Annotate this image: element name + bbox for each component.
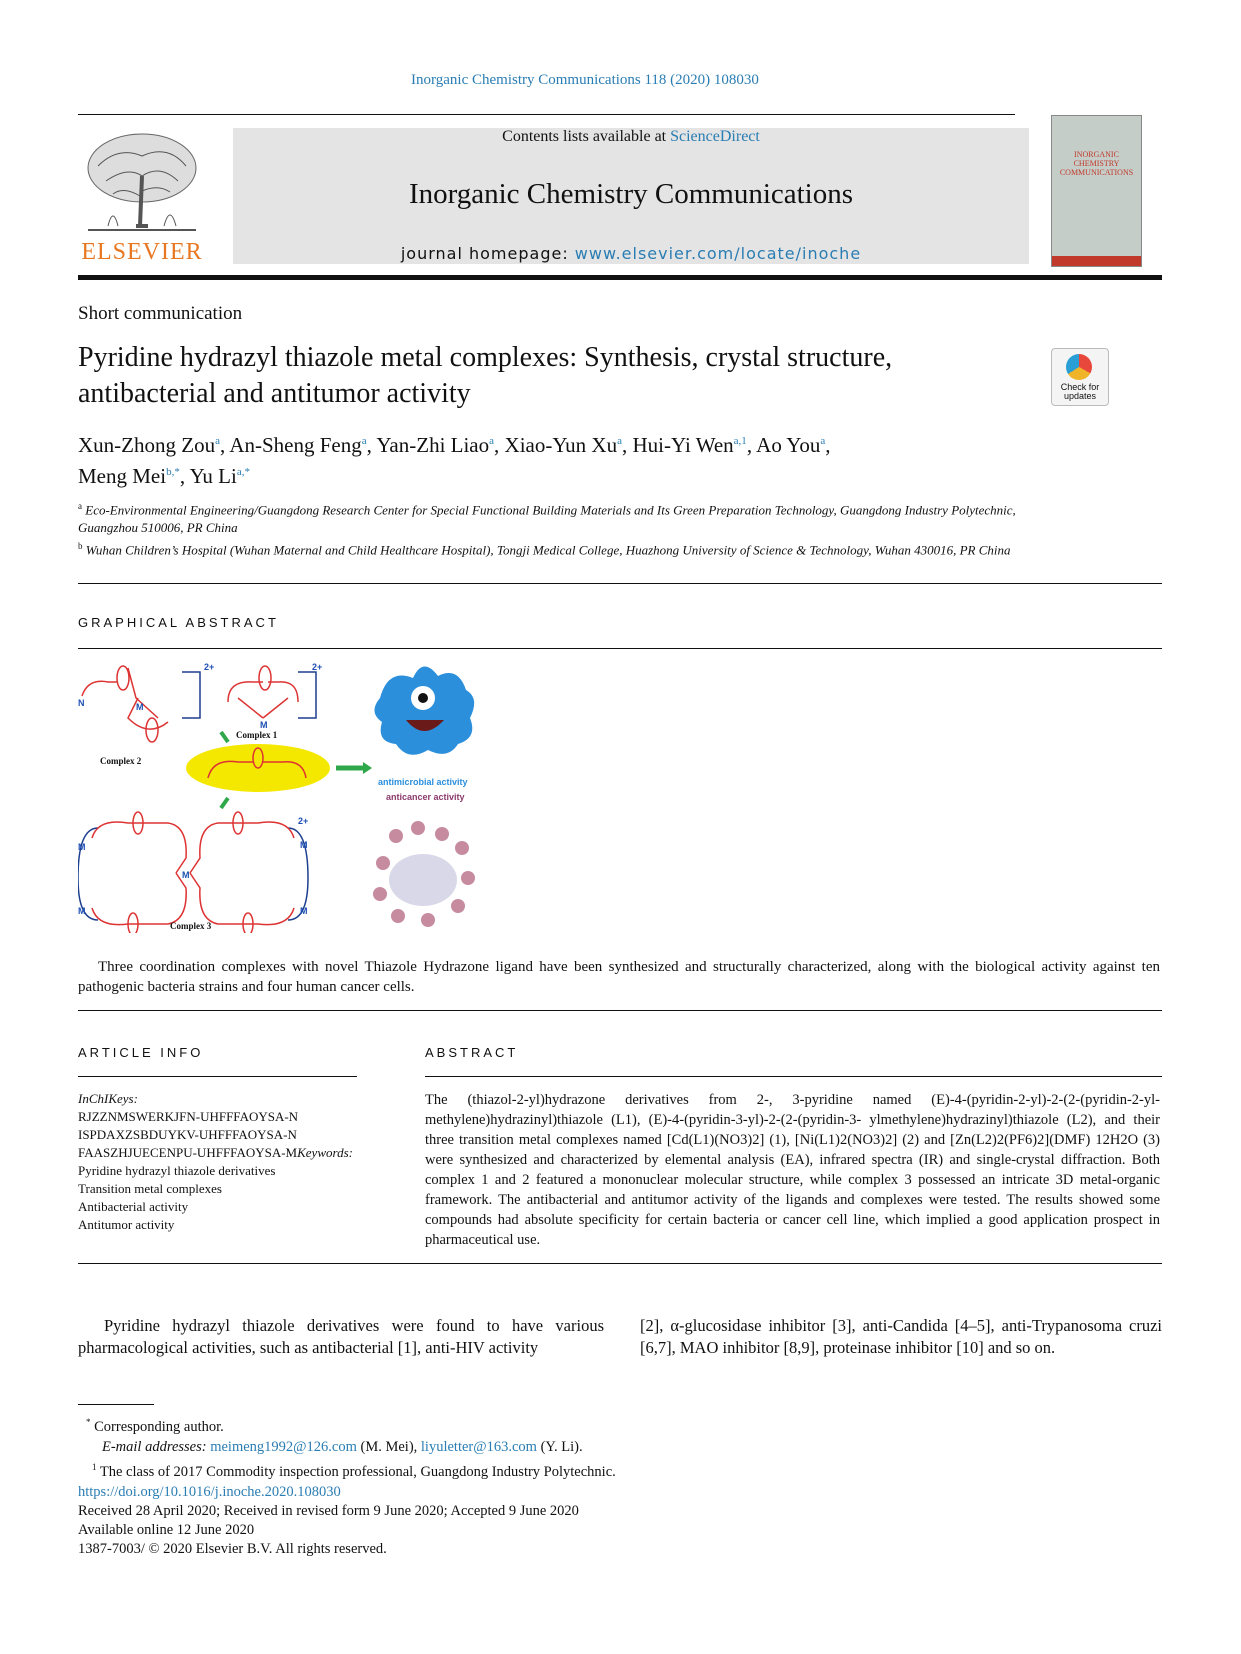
microbe-illustration [374, 666, 474, 802]
author-list: Xun-Zhong Zou$^a$, An-Sheng Feng$^a$, Yan-Zhi Liao$^a$, Xiao-Yun Xu$^a$, Hui-Yi Wen$^{a,1}$, Ao You$^a$, Meng Mei$^{b,*}$, Yu $Li^{a,*}$ [78, 433, 831, 488]
keyword: Antitumor activity [78, 1217, 175, 1232]
svg-text:M: M [260, 720, 268, 730]
complex2-label: Complex 2 [100, 756, 142, 766]
journal-name: Inorganic Chemistry Communications [408, 178, 854, 210]
journal-banner [233, 128, 1029, 264]
anticancer-label: anticancer activity [386, 792, 465, 802]
footnote-rule [78, 1404, 154, 1405]
inchi-key: ISPDAXZSBDUYKV-UHFFFAOYSA-N [78, 1127, 297, 1142]
homepage-link[interactable]: www.elsevier.com/locate/inoche [574, 244, 862, 263]
svg-text:M: M [78, 842, 86, 852]
available-online: Available online 12 June 2020 [78, 1522, 255, 1538]
keyword: Pyridine hydrazyl thiazole derivatives [78, 1163, 276, 1178]
footnotes: * Corresponding author. E-mail addresses: meimeng1992@126.com (M. Mei), liyuletter@163.com (Y. Li). $^1$ The class of 2017 Commodity inspection professional, Guangdong Industry Polytechnic. [86, 1417, 616, 1480]
cancer-cell-illustration [373, 821, 475, 927]
inchi-key: FAASZHJUECENPU-UHFFFAOYSA-M [78, 1145, 298, 1160]
article-info-rule [78, 1076, 357, 1077]
copyright: 1387-7003/ © 2020 Elsevier B.V. All rights reserved. [78, 1541, 387, 1557]
author[interactable]: Xiao-Yun Xu [504, 433, 618, 457]
graphical-abstract-caption: Three coordination complexes with novel Thiazole Hydrazone ligand have been synthesized and structurally characterized, along with the biological activity against ten pathogenic bacteria strains and four human cancer cells. [78, 959, 1160, 995]
body-column-2: [2], α-glucosidase inhibitor [3], anti-Candida [4–5], anti-Trypanosoma cruzi [6,7], MAO inhibitor [8,9], proteinase inhibitor [10] and so on. [640, 1316, 1162, 1357]
complex1-label: Complex 1 [236, 730, 278, 740]
email-link[interactable]: meimeng1992@126.com [210, 1438, 357, 1455]
check-updates-icon [1066, 354, 1092, 380]
abstract-bottom-rule [78, 1263, 1162, 1264]
section-type: Short communication [78, 303, 243, 324]
author[interactable]: Meng Mei [78, 464, 167, 488]
inchi-key: RJZZNMSWERKJFN-UHFFFAOYSA-N [78, 1109, 299, 1124]
svg-text:N: N [78, 698, 85, 708]
publisher-logo-text: ELSEVIER [81, 239, 203, 265]
graphical-abstract-figure [78, 658, 498, 933]
footnote-1: The class of 2017 Commodity inspection professional, Guangdong Industry Polytechnic. [99, 1463, 616, 1480]
header-rule [78, 114, 1015, 115]
journal-cover-thumbnail[interactable] [1051, 115, 1142, 267]
keyword: Transition metal complexes [78, 1181, 222, 1196]
affil-rule [78, 583, 1162, 584]
affiliations [78, 497, 1038, 560]
author[interactable]: Xun-Zhong Zou [78, 433, 216, 457]
abstract-text: The (thiazol-2-yl)hydrazone derivatives from 2-, 3-pyridine named (E)-4-(pyridin-2-yl)-2-(2-(pyridin-2-yl-methylene)hydrazinyl)thiazole (L1), (E)-4-(pyridin-3-yl)-2-(2-(pyridin-3- ylmethylene)hydrazinyl)thiazole (L2), and their three transition metal complexes named [Cd(L1)(NO3)2] (1), [Ni(L1)2(NO3)2] (2) and [Zn(L2)2(PF6)2](DMF) 12H2O (3) were synthesized and characterized by elemental analysis (EA), infrared spectra (IR) and single-crystal diffraction. Both complex 1 and 2 featured a mononuclear molecular structure, while complex 3 possessed an intricate 3D metal-organic framework. The antibacterial and antitumor activity of the ligands and complexes were tested. The results showed some compounds had absolute specificity for certain bacteria or cancer cell line, which implied a good application prospect in pharmaceutical use. [425, 1092, 1160, 1248]
ga-rule [78, 648, 1162, 649]
svg-text:M: M [78, 906, 86, 916]
corresponding-note: Corresponding author. [94, 1418, 224, 1435]
author[interactable]: Ao You [756, 433, 821, 457]
author[interactable]: Hui-Yi Wen [632, 433, 734, 457]
affiliation-a: $^a$ Eco-Environmental Engineering/Guangdong Research Center for Special Functional Building Materials and Its Green Preparation Technology, Guangdong Industry Polytechnic, Guangzhou 510006, PR China [78, 501, 1016, 536]
email-label: E-mail addresses: [102, 1438, 207, 1455]
author[interactable]: An-Sheng Feng [229, 433, 362, 457]
author[interactable]: Yu Li [189, 464, 237, 488]
author[interactable]: Yan-Zhi Liao [376, 433, 490, 457]
svg-text:M: M [300, 906, 308, 916]
keywords-label: Keywords: [297, 1145, 353, 1160]
sciencedirect-link[interactable]: ScienceDirect [670, 128, 760, 145]
keyword: Antibacterial activity [78, 1199, 189, 1214]
elsevier-tree-logo [78, 126, 206, 238]
article-title: Pyridine hydrazyl thiazole metal complexes: Synthesis, crystal structure, antibacterial and antitumor activity [78, 342, 893, 409]
doi-link[interactable]: https://doi.org/10.1016/j.inoche.2020.108030 [78, 1484, 341, 1500]
svg-text:2+: 2+ [298, 816, 309, 826]
contents-line: Contents lists available at ScienceDirect [502, 128, 760, 145]
received-dates: Received 28 April 2020; Received in revised form 9 June 2020; Accepted 9 June 2020 [78, 1503, 579, 1519]
cover-title: INORGANIC CHEMISTRY COMMUNICATIONS [1059, 150, 1134, 177]
antimicrobial-label: antimicrobial activity [378, 777, 468, 787]
ga-bottom-rule [78, 1010, 1162, 1011]
svg-text:M: M [136, 702, 144, 712]
svg-text:M: M [300, 840, 308, 850]
body-column-1: Pyridine hydrazyl thiazole derivatives were found to have various pharmacological activities, such as antibacterial [1], anti-HIV activity [78, 1316, 604, 1357]
svg-text:M: M [182, 870, 190, 880]
cover-bar [1052, 256, 1141, 266]
inchi-label: InChIKeys: [78, 1091, 138, 1106]
check-for-updates-badge[interactable]: Check for updates [1051, 348, 1109, 406]
article-info-list [78, 1090, 368, 1234]
article-info-heading: ARTICLE INFO [78, 1045, 204, 1060]
affiliation-b: $^b$ Wuhan Children’s Hospital (Wuhan Maternal and Child Healthcare Hospital), Tongji Medical College, Huazhong University of Science & Technology, Wuhan 430016, PR China [78, 541, 1011, 558]
charge-label: 2+ [204, 662, 215, 672]
graphical-abstract-heading: GRAPHICAL ABSTRACT [78, 615, 279, 630]
complex3-label: Complex 3 [170, 921, 212, 931]
svg-text:2+: 2+ [312, 662, 323, 672]
header-thick-rule [78, 275, 1162, 280]
publication-info [78, 1483, 878, 1559]
abstract-rule [425, 1076, 1162, 1077]
abstract-heading: ABSTRACT [425, 1045, 519, 1060]
journal-reference[interactable]: Inorganic Chemistry Communications 118 (2020) 108030 [411, 72, 759, 88]
email-link[interactable]: liyuletter@163.com [420, 1438, 537, 1455]
journal-homepage: journal homepage: www.elsevier.com/locate/inoche [400, 244, 862, 263]
